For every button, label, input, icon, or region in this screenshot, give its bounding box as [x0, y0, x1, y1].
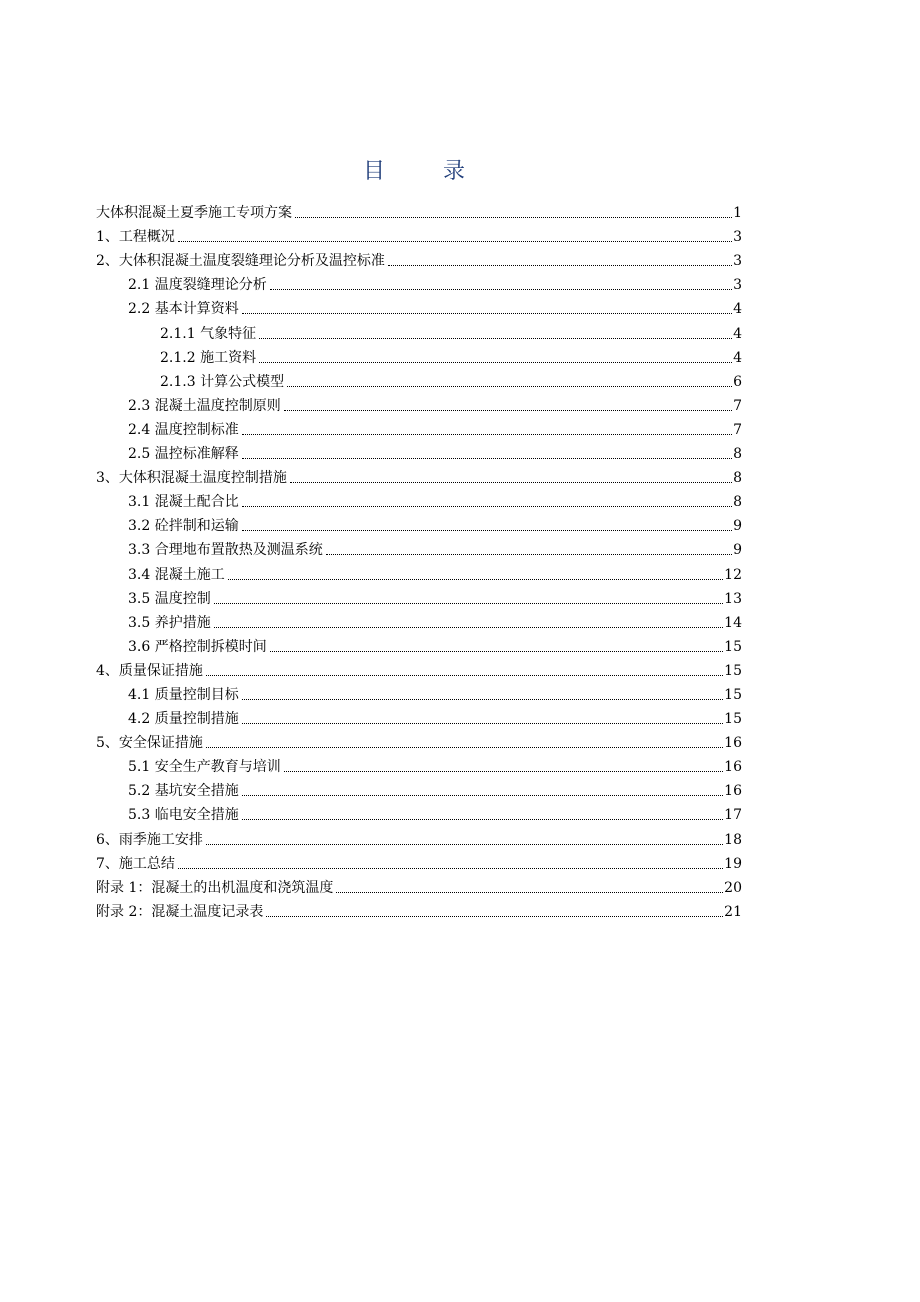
toc-entry-page-number: 8 — [733, 446, 742, 463]
toc-dot-leader — [206, 844, 723, 845]
toc-dot-leader — [206, 675, 723, 676]
toc-entry-title: 4.2 质量控制措施 — [128, 711, 239, 728]
toc-dot-leader — [242, 699, 723, 700]
toc-entry[interactable] — [96, 608, 742, 632]
toc-entry-page-number: 6 — [733, 373, 742, 390]
toc-entry-page-number: 4 — [733, 349, 742, 366]
toc-entry[interactable] — [96, 270, 742, 294]
toc-entry[interactable] — [96, 318, 742, 342]
toc-dot-leader — [214, 627, 723, 628]
toc-entry-title: 3.4 混凝土施工 — [128, 566, 225, 583]
toc-dot-leader — [206, 747, 723, 748]
toc-dot-leader — [214, 603, 723, 604]
toc-entry-page-number: 15 — [724, 662, 742, 679]
toc-entry-title: 3.3 合理地布置散热及测温系统 — [128, 542, 323, 559]
toc-dot-leader — [242, 530, 732, 531]
toc-entry-title: 5、安全保证措施 — [96, 735, 203, 752]
toc-entry-title: 大体积混凝土夏季施工专项方案 — [96, 205, 292, 222]
toc-entry-title: 2、大体积混凝土温度裂缝理论分析及温控标准 — [96, 253, 385, 270]
toc-entry-page-number: 16 — [724, 759, 742, 776]
toc-entry-title: 7、施工总结 — [96, 855, 175, 872]
toc-entry-page-number: 21 — [724, 903, 742, 920]
toc-dot-leader — [284, 410, 732, 411]
toc-entry-page-number: 12 — [724, 566, 742, 583]
toc-entry[interactable] — [96, 535, 742, 559]
toc-entry-page-number: 16 — [724, 735, 742, 752]
toc-dot-leader — [242, 434, 732, 435]
toc-entry[interactable] — [96, 584, 742, 608]
toc-entry-page-number: 14 — [724, 614, 742, 631]
toc-entry-page-number: 3 — [733, 229, 742, 246]
toc-entry-page-number: 15 — [724, 711, 742, 728]
toc-entry-title: 3、大体积混凝土温度控制措施 — [96, 470, 287, 487]
toc-entry-title: 2.2 基本计算资料 — [128, 301, 239, 318]
toc-entry[interactable] — [96, 463, 742, 487]
toc-entry[interactable] — [96, 367, 742, 391]
toc-entry-title: 2.4 温度控制标准 — [128, 421, 239, 438]
toc-entry-page-number: 9 — [733, 518, 742, 535]
toc-dot-leader — [242, 819, 723, 820]
toc-entry-title: 2.1.2 施工资料 — [160, 349, 257, 366]
toc-entry-title: 2.1 温度裂缝理论分析 — [128, 277, 267, 294]
toc-entry-title: 1、工程概况 — [96, 229, 175, 246]
toc-entry[interactable] — [96, 439, 742, 463]
toc-entry-page-number: 4 — [733, 301, 742, 318]
toc-entry-page-number: 15 — [724, 638, 742, 655]
toc-entry[interactable] — [96, 487, 742, 511]
toc-dot-leader — [242, 458, 732, 459]
toc-dot-leader — [259, 338, 732, 339]
toc-entry-title: 2.1.3 计算公式模型 — [160, 373, 285, 390]
toc-entry-page-number: 8 — [733, 470, 742, 487]
toc-entry[interactable] — [96, 198, 742, 222]
toc-entry[interactable] — [96, 391, 742, 415]
toc-entry[interactable] — [96, 897, 742, 921]
toc-entry-page-number: 9 — [733, 542, 742, 559]
toc-entry-title: 附录 2：混凝土温度记录表 — [96, 903, 264, 920]
toc-entry-title: 3.5 温度控制 — [128, 590, 211, 607]
toc-dot-leader — [336, 892, 723, 893]
toc-entry-title: 3.6 严格控制拆模时间 — [128, 638, 267, 655]
toc-dot-leader — [266, 916, 723, 917]
toc-entry-title: 5.2 基坑安全措施 — [128, 783, 239, 800]
toc-entry-page-number: 7 — [733, 421, 742, 438]
toc-entry[interactable] — [96, 776, 742, 800]
toc-entry[interactable] — [96, 680, 742, 704]
toc-entry[interactable] — [96, 752, 742, 776]
toc-entry-title: 4.1 质量控制目标 — [128, 686, 239, 703]
toc-entry[interactable] — [96, 222, 742, 246]
toc-entry-title: 3.5 养护措施 — [128, 614, 211, 631]
toc-dot-leader — [270, 651, 723, 652]
toc-entry-page-number: 1 — [733, 205, 742, 222]
toc-entry-page-number: 20 — [724, 879, 742, 896]
toc-entry-title: 附录 1：混凝土的出机温度和浇筑温度 — [96, 879, 334, 896]
toc-entry[interactable] — [96, 824, 742, 848]
toc-dot-leader — [228, 579, 723, 580]
toc-entry-page-number: 15 — [724, 686, 742, 703]
toc-title-part1: 目 — [362, 159, 387, 184]
toc-dot-leader — [295, 217, 732, 218]
toc-entry[interactable] — [96, 415, 742, 439]
toc-entry[interactable] — [96, 559, 742, 583]
toc-entry-title: 2.5 温控标准解释 — [128, 446, 239, 463]
toc-entry-page-number: 7 — [733, 397, 742, 414]
toc-entry[interactable] — [96, 246, 742, 270]
toc-entry-page-number: 19 — [724, 855, 742, 872]
toc-dot-leader — [242, 506, 732, 507]
toc-title — [0, 157, 830, 187]
toc-dot-leader — [178, 868, 723, 869]
toc-entry-page-number: 4 — [733, 325, 742, 342]
toc-dot-leader — [284, 771, 723, 772]
toc-dot-leader — [259, 362, 732, 363]
toc-entry-title: 4、质量保证措施 — [96, 662, 203, 679]
toc-entry-page-number: 16 — [724, 783, 742, 800]
toc-entry[interactable] — [96, 849, 742, 873]
toc-entry-title: 6、雨季施工安排 — [96, 831, 203, 848]
toc-entry-page-number: 17 — [724, 807, 742, 824]
toc-entry[interactable] — [96, 294, 742, 318]
toc-dot-leader — [326, 554, 732, 555]
toc-entry-title: 3.2 砼拌制和运输 — [128, 518, 239, 535]
toc-dot-leader — [270, 289, 732, 290]
toc-entry[interactable] — [96, 343, 742, 367]
toc-entry[interactable] — [96, 632, 742, 656]
toc-dot-leader — [242, 795, 723, 796]
toc-dot-leader — [242, 723, 723, 724]
toc-dot-leader — [287, 386, 732, 387]
toc-entry-page-number: 18 — [724, 831, 742, 848]
toc-dot-leader — [178, 241, 732, 242]
toc-entry[interactable] — [96, 656, 742, 680]
toc-entry[interactable] — [96, 511, 742, 535]
toc-entry-page-number: 3 — [733, 253, 742, 270]
toc-entry-page-number: 13 — [724, 590, 742, 607]
toc-entry-title: 2.3 混凝土温度控制原则 — [128, 397, 281, 414]
toc-entry-title: 5.1 安全生产教育与培训 — [128, 759, 281, 776]
toc-entry-page-number: 8 — [733, 494, 742, 511]
toc-entry-title: 3.1 混凝土配合比 — [128, 494, 239, 511]
toc-title-part2: 录 — [443, 159, 468, 184]
toc-entry[interactable] — [96, 873, 742, 897]
toc-entry-title: 5.3 临电安全措施 — [128, 807, 239, 824]
toc-dot-leader — [290, 482, 732, 483]
toc-entry-page-number: 3 — [733, 277, 742, 294]
toc-entry[interactable] — [96, 800, 742, 824]
toc-dot-leader — [242, 313, 732, 314]
toc-list — [96, 198, 742, 921]
toc-entry[interactable] — [96, 704, 742, 728]
toc-entry-title: 2.1.1 气象特征 — [160, 325, 257, 342]
toc-entry[interactable] — [96, 728, 742, 752]
toc-dot-leader — [388, 265, 732, 266]
